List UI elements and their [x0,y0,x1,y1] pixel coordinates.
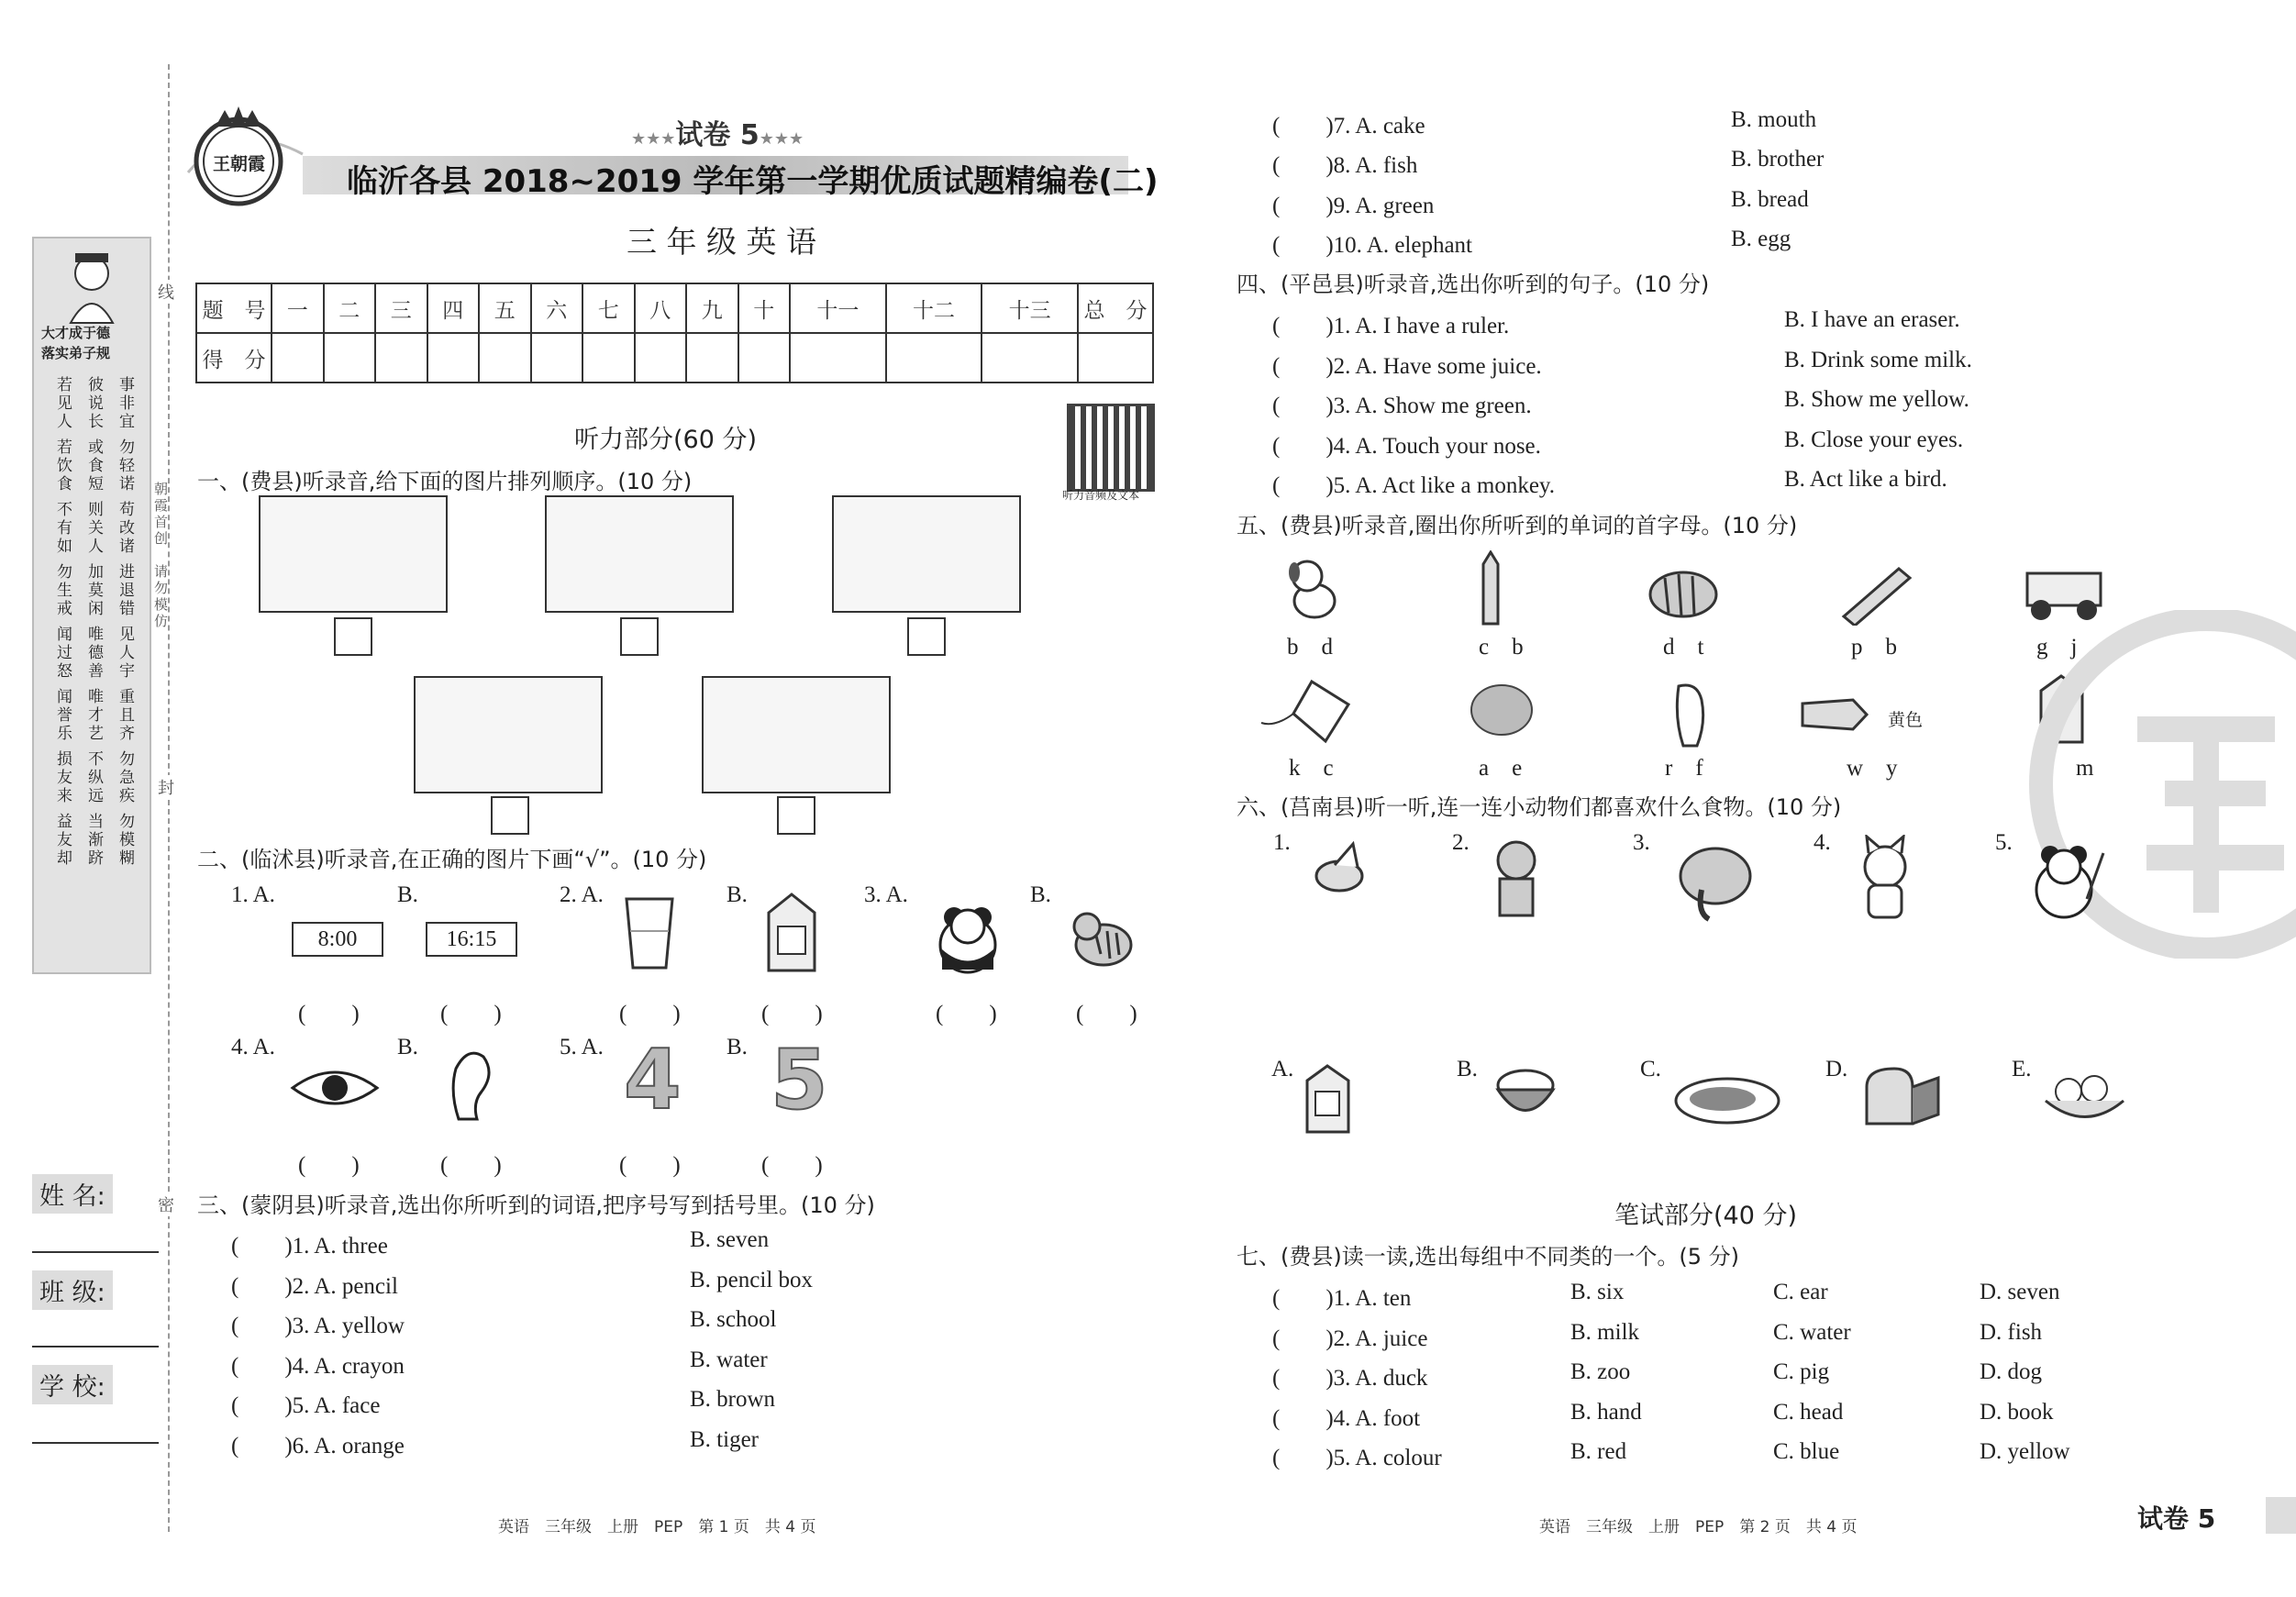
kite-icon [1257,677,1358,746]
q3-row-5-b: B. brown [690,1387,776,1412]
eggs-basket-icon[interactable] [2041,1069,2128,1128]
answer-paren[interactable]: ( ) [440,1002,502,1026]
q3-row-1-b: B. seven [690,1227,770,1252]
q4-row-2-b: B. Drink some milk. [1784,348,1972,372]
q2-item-3-num: 3. A. [864,882,908,907]
q2-item-5-num: 5. A. [560,1035,604,1059]
order-box[interactable] [777,796,815,835]
score-col: 十 [738,283,791,333]
score-col: 九 [686,283,738,333]
dog-icon [1280,550,1344,624]
q7-row-5-c: C. blue [1773,1439,1840,1464]
panda-icon [931,894,1004,977]
score-header-row [196,283,1153,333]
verse: 闻过怒 [53,626,72,681]
sidebar-motto-panel [32,237,151,974]
q4-row-4-b: B. Close your eyes. [1784,427,1964,452]
scene-picture-1 [259,495,448,613]
school-label: 学 校: [32,1365,113,1404]
animal-number: 2. [1452,830,1470,855]
q4-row-4-a[interactable]: ( )4. A. Touch your nose. [1272,434,1541,459]
food-letter: A. [1271,1057,1294,1081]
score-col: 六 [531,283,583,333]
cat-icon[interactable] [1848,835,1922,922]
clock-8-00: 8:00 [292,922,383,957]
q7-row-2-c: C. water [1773,1320,1851,1345]
q7-row-2-a[interactable]: ( )2. A. juice [1272,1326,1428,1351]
pen-icon [1835,561,1917,626]
verse: 若见人 [53,376,72,431]
answer-paren[interactable]: ( ) [761,1153,823,1178]
score-table [195,283,1154,383]
eye-icon [289,1064,381,1112]
verse: 不纵远 [84,750,103,805]
q4-row-3-a[interactable]: ( )3. A. Show me green. [1272,394,1532,418]
q3-row-8-a[interactable]: ( )8. A. fish [1272,153,1418,178]
verse: 彼说长 [84,376,103,431]
scene-picture-4 [414,676,603,793]
verse: 进退错 [116,563,134,618]
letter-choice[interactable]: c b [1479,635,1524,660]
food-letter: B. [1457,1057,1478,1081]
score-cell[interactable] [272,333,324,383]
verse: 不有如 [53,501,72,556]
binding-char-3: 密 [158,1192,174,1216]
q4-row-1-a[interactable]: ( )1. A. I have a ruler. [1272,314,1510,338]
q7-row-1-a[interactable]: ( )1. A. ten [1272,1286,1412,1311]
q2-item-4-num: 4. A. [231,1035,275,1059]
q4-row-2-a[interactable]: ( )2. A. Have some juice. [1272,354,1542,379]
class-field[interactable] [32,1344,159,1347]
order-box[interactable] [620,617,659,656]
q7-row-2-d: D. fish [1980,1320,2043,1345]
panda-icon[interactable] [2023,835,2105,922]
q7-row-1-d: D. seven [1980,1280,2060,1304]
answer-paren[interactable]: ( ) [440,1153,502,1178]
footer-left: 英语 三年级 上册 PEP 第 1 页 共 4 页 [498,1518,816,1536]
tiger-icon [1637,550,1725,624]
q3-row-5-a[interactable]: ( )5. A. face [231,1393,381,1418]
q2-title: 二、(临沭县)听录音,在正确的图片下画“√”。(10 分) [197,847,707,872]
q3-row-3-a[interactable]: ( )3. A. yellow [231,1314,405,1338]
series-label: ★★★试卷 5★★★ [631,119,804,151]
answer-paren[interactable]: ( ) [298,1002,360,1026]
qr-code-icon[interactable] [1067,404,1155,492]
q2-item-3-b: B. [1030,882,1051,907]
score-col: 十三 [982,283,1078,333]
q7-row-5-b: B. red [1570,1439,1627,1464]
answer-paren[interactable]: ( ) [761,1002,823,1026]
verse: 当渐跻 [84,813,103,868]
score-cell[interactable] [686,333,738,383]
answer-paren[interactable]: ( ) [1076,1002,1137,1026]
score-col: 十一 [790,283,886,333]
q3-row-6-a[interactable]: ( )6. A. orange [231,1434,405,1458]
score-col: 八 [635,283,687,333]
motto-line-1: 大才成于德 [41,325,111,341]
scene-picture-2 [545,495,734,613]
letter-choice[interactable]: g j [2036,635,2078,660]
q4-row-1-b: B. I have an eraser. [1784,307,1960,332]
paint-tube-icon [1798,693,1876,737]
score-cell[interactable] [479,333,531,383]
q3-row-4-a[interactable]: ( )4. A. crayon [231,1354,405,1379]
score-col-label: 题 号 [196,283,272,333]
score-col: 四 [427,283,480,333]
fish-dish-icon[interactable] [1672,1069,1782,1128]
q3-row-1-a[interactable]: ( )1. A. three [231,1234,388,1259]
writing-heading: 笔试部分(40 分) [1614,1202,1798,1230]
clock-16-15: 16:15 [426,922,517,957]
animal-number: 1. [1273,830,1291,855]
q3-row-7-b: B. mouth [1731,107,1817,132]
score-cell[interactable] [582,333,635,383]
score-cell[interactable] [427,333,480,383]
q3-title: 三、(蒙阴县)听录音,选出你所听到的词语,把序号写到括号里。(10 分) [197,1192,875,1218]
corner-tab-label: 试卷 5 [2137,1503,2216,1534]
q7-row-2-b: B. milk [1570,1320,1640,1345]
score-cell[interactable] [375,333,427,383]
verse: 唯德善 [84,626,103,681]
food-letter: E. [2012,1057,2032,1081]
elephant-icon[interactable] [1674,835,1761,922]
animal-number: 4. [1814,830,1831,855]
scene-picture-5 [702,676,891,793]
animal-number: 5. [1995,830,2013,855]
order-box[interactable] [491,796,529,835]
footer-right: 英语 三年级 上册 PEP 第 2 页 共 4 页 [1539,1518,1858,1536]
score-row-label: 得 分 [196,333,272,383]
paint-label: 黄色 [1888,710,1924,730]
answer-paren[interactable]: ( ) [936,1002,997,1026]
egg-icon [1468,681,1536,740]
answer-paren[interactable]: ( ) [619,1002,681,1026]
q3-row-7-a[interactable]: ( )7. A. cake [1272,114,1425,139]
q7-row-3-d: D. dog [1980,1359,2043,1384]
rice-bowl-icon[interactable] [1493,1062,1558,1126]
score-cell[interactable] [531,333,583,383]
score-col: 七 [582,283,635,333]
q7-row-3-a[interactable]: ( )3. A. duck [1272,1366,1428,1391]
copyright-note: 朝霞首创 请勿模仿 [152,482,169,630]
qr-caption: 听力音频及文本 [1062,489,1140,502]
bird-icon[interactable] [1298,839,1376,904]
q3-row-8-b: B. brother [1731,147,1825,172]
score-col: 三 [375,283,427,333]
letter-choice[interactable]: d t [1663,635,1704,660]
corner-tab [2266,1497,2296,1534]
q7-row-4-c: C. head [1773,1400,1844,1425]
score-cell[interactable] [738,333,791,383]
foot-icon [1665,677,1715,750]
logo-text: 王朝霞 [213,154,266,174]
score-cell[interactable] [324,333,376,383]
binding-char-2: 封 [158,775,174,799]
q5-title: 五、(费县)听录音,圈出你所听到的单词的首字母。(10 分) [1237,513,1798,538]
score-cell[interactable] [886,333,982,383]
scholar-icon [34,238,150,330]
logo [179,99,307,209]
number-four-picture: 4 [624,1032,682,1128]
q7-row-4-a[interactable]: ( )4. A. foot [1272,1406,1421,1431]
letter-choice[interactable]: w y [1847,756,1898,781]
verse: 益友却 [53,813,72,868]
verse: 若饮食 [53,438,72,494]
class-label: 班 级: [32,1270,113,1310]
score-cell[interactable] [1078,333,1153,383]
verse: 重且齐 [116,688,134,743]
score-col: 十二 [886,283,982,333]
glass-icon [622,894,677,972]
name-label: 姓 名: [32,1174,113,1214]
q7-title: 七、(费县)读一读,选出每组中不同类的一个。(5 分) [1237,1244,1739,1270]
listening-heading: 听力部分(60 分) [574,426,758,454]
name-field[interactable] [32,1249,159,1253]
q7-row-4-d: D. book [1980,1400,2054,1425]
q7-row-3-b: B. zoo [1570,1359,1631,1384]
q4-row-3-b: B. Show me yellow. [1784,387,1969,412]
animal-number: 3. [1633,830,1650,855]
verse: 事非宜 [116,376,134,431]
q3-row-9-a[interactable]: ( )9. A. green [1272,194,1435,218]
number-five-picture: 5 [771,1032,828,1128]
verse: 见人宇 [116,626,134,681]
score-col: 五 [479,283,531,333]
q3-row-6-b: B. tiger [690,1427,759,1452]
q3-row-9-b: B. bread [1731,187,1809,212]
bread-icon[interactable] [1858,1059,1945,1128]
q3-row-2-a[interactable]: ( )2. A. pencil [231,1274,398,1299]
binding-char-1: 线 [158,280,174,304]
letter-choice[interactable]: k c [1289,756,1334,781]
q7-row-4-b: B. hand [1570,1400,1642,1425]
milk-carton-icon [761,890,822,974]
letter-choice[interactable]: w m [2036,756,2094,781]
q2-item-2-num: 2. A. [560,882,604,907]
q7-row-1-b: B. six [1570,1280,1625,1304]
ear-icon [445,1046,496,1128]
letter-choice[interactable]: a e [1479,756,1523,781]
q6-title: 六、(莒南县)听一听,连一连小动物们都喜欢什么食物。(10 分) [1237,794,1842,820]
tiger-icon[interactable] [1481,835,1550,922]
scene-picture-3 [832,495,1021,613]
food-letter: C. [1640,1057,1661,1081]
order-box[interactable] [334,617,372,656]
score-cell[interactable] [635,333,687,383]
q4-row-5-b: B. Act like a bird. [1784,467,1947,492]
verse: 则关人 [84,501,103,556]
q2-item-1-num: 1. A. [231,882,275,907]
verse: 加莫闲 [84,563,103,618]
verse: 勿模糊 [116,813,134,868]
verse: 闻誉乐 [53,688,72,743]
crayon-icon [1472,550,1509,628]
series-text: 试卷 5 [675,119,760,151]
verse: 勿急疾 [116,750,134,805]
q7-row-1-c: C. ear [1773,1280,1828,1304]
verse-grid [43,376,144,870]
letter-choice[interactable]: b d [1287,635,1334,660]
q2-item-5-b: B. [727,1035,748,1059]
verse: 或食短 [84,438,103,494]
q7-row-5-d: D. yellow [1980,1439,2070,1464]
food-letter: D. [1825,1057,1848,1081]
tiger-icon [1069,894,1137,977]
score-col: 二 [324,283,376,333]
motto-line-2: 落实弟子规 [41,345,111,361]
q7-row-5-a[interactable]: ( )5. A. colour [1272,1446,1442,1470]
q2-item-1-b: B. [397,882,418,907]
answer-paren[interactable]: ( ) [298,1153,360,1178]
score-cell[interactable] [790,333,886,383]
score-col-total: 总 分 [1078,283,1153,333]
q7-row-3-c: C. pig [1773,1359,1830,1384]
milk-carton-icon[interactable] [1303,1062,1353,1136]
school-field[interactable] [32,1440,159,1444]
paper-title: 临沂各县 2018~2019 学年第一学期优质试题精编卷(二) [347,163,1159,200]
q3-row-10-b: B. egg [1731,227,1791,251]
q3-row-3-b: B. school [690,1307,777,1332]
q2-item-2-b: B. [727,882,748,907]
score-col: 一 [272,283,324,333]
q4-title: 四、(平邑县)听录音,选出你听到的句子。(10 分) [1237,272,1710,297]
verse: 勿生戒 [53,563,72,618]
verse: 勿轻诺 [116,438,134,494]
q3-row-10-a[interactable]: ( )10. A. elephant [1272,233,1473,258]
letter-choice[interactable]: p b [1851,635,1898,660]
verse: 损友来 [53,750,72,805]
q1-title: 一、(费县)听录音,给下面的图片排列顺序。(10 分) [197,469,693,494]
paper-subtitle: 三 年 级 英 语 [627,224,816,260]
order-box[interactable] [907,617,946,656]
verse: 唯才艺 [84,688,103,743]
score-value-row [196,333,1153,383]
answer-paren[interactable]: ( ) [619,1153,681,1178]
q2-item-4-b: B. [397,1035,418,1059]
verse: 苟改诸 [116,501,134,556]
letter-choice[interactable]: r f [1665,756,1703,781]
q3-row-2-b: B. pencil box [690,1268,814,1292]
q4-row-5-a[interactable]: ( )5. A. Act like a monkey. [1272,473,1556,498]
score-cell[interactable] [982,333,1078,383]
q3-row-4-b: B. water [690,1347,768,1372]
